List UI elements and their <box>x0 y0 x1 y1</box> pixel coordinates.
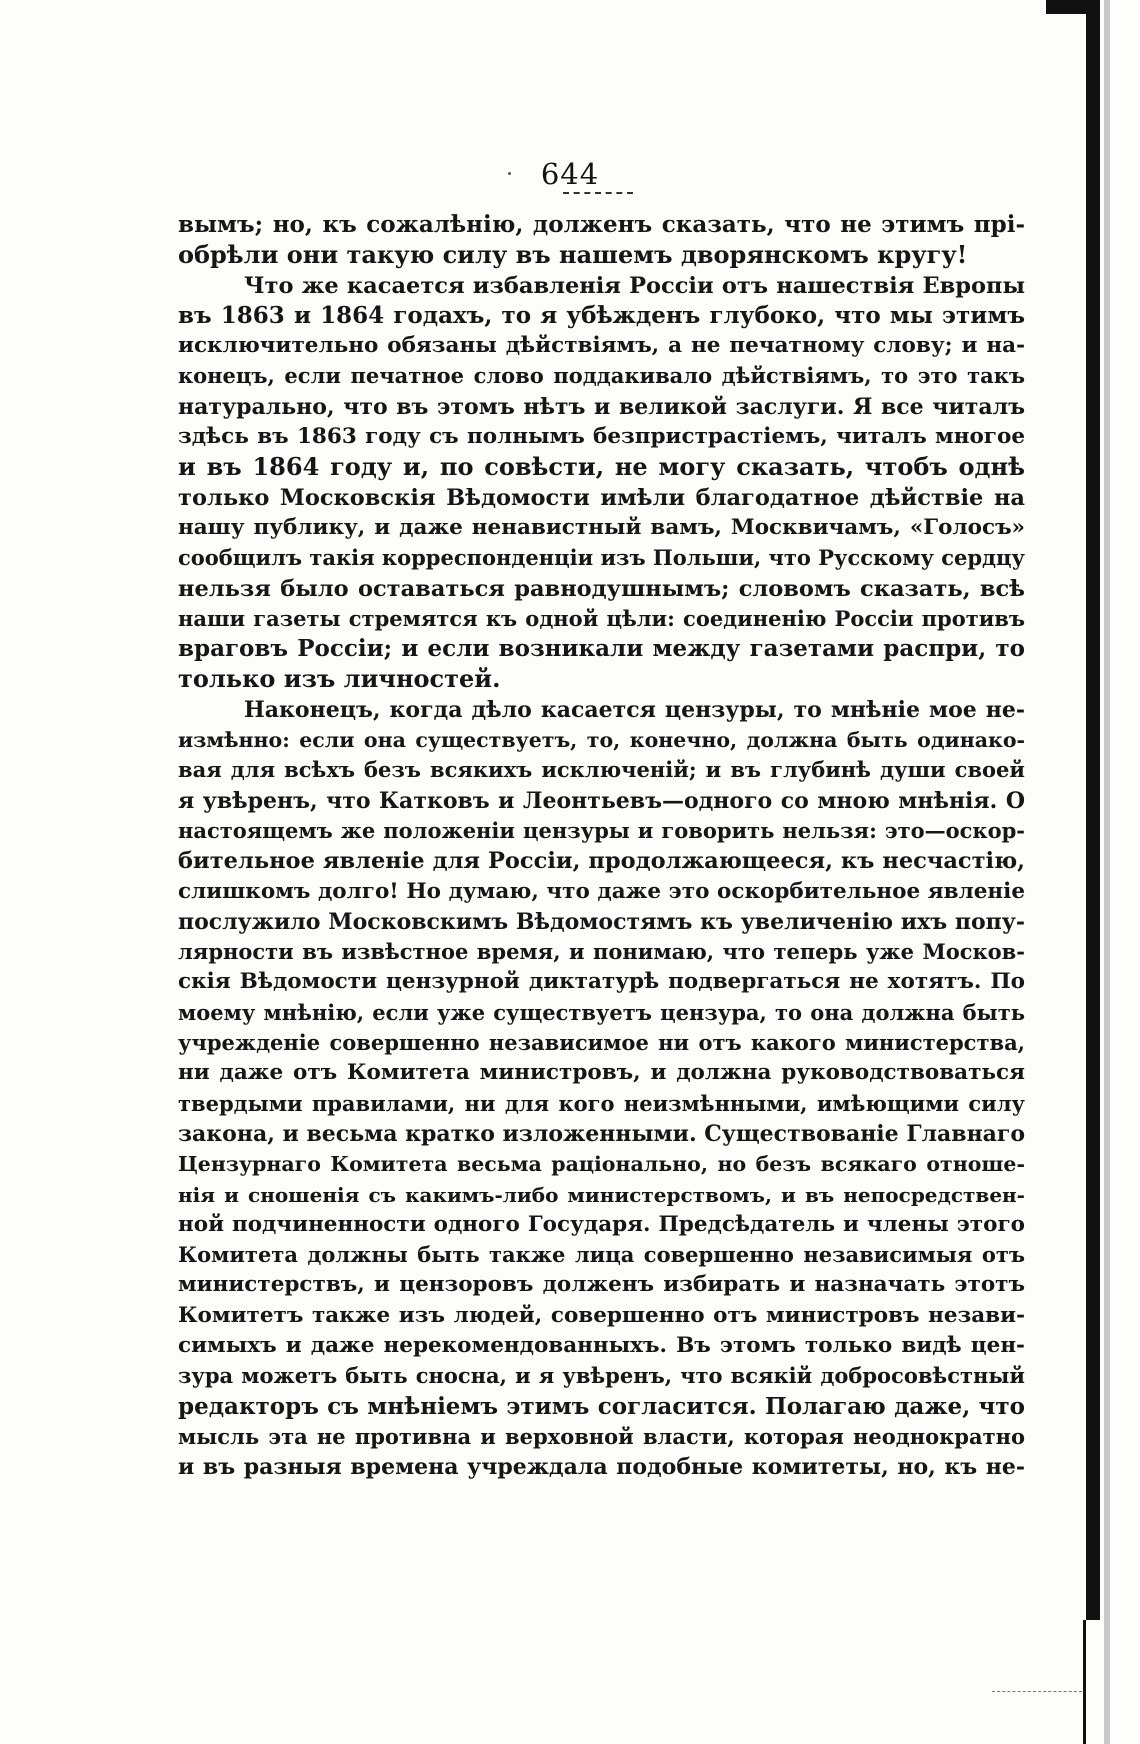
text-line: лярности въ извѣстное время, и понимаю, что теперь уже Москов- <box>178 939 1025 965</box>
text-line: послужило Московскимъ Вѣдомостямъ къ увеличенію ихъ попу- <box>178 908 1025 935</box>
text-line: вымъ; но, къ сожалѣнію, долженъ сказать, что не этимъ прі- <box>178 211 1025 238</box>
text-line: обрѣли они такую силу въ нашемъ дворянскомъ кругу! <box>178 240 968 270</box>
text-line: твердыми правилами, ни для кого неизмѣнными, имѣющими силу <box>178 1090 1025 1116</box>
text-line: наши газеты стремятся къ одной цѣли: соединенію Россіи противъ <box>178 605 1025 631</box>
text-line: и въ разныя времена учреждала подобные комитеты, но, къ не- <box>178 1454 1025 1481</box>
text-line: измѣнно: если она существуетъ, то, конечно, должна быть одинако- <box>178 728 1025 753</box>
text-line: нія и сношенія съ какимъ-либо министерствомъ, и въ непосредствен- <box>178 1182 1025 1207</box>
page-number: 644 <box>540 157 600 191</box>
text-line: только изъ личностей. <box>178 664 501 694</box>
text-line: нельзя было оставаться равнодушнымъ; словомъ сказать, всѣ <box>178 575 1025 602</box>
text-line: министерствъ, и цензоровъ долженъ избирать и назначать этотъ <box>178 1272 1025 1298</box>
page-edge-shadow <box>1104 0 1110 1744</box>
page-number-rule <box>563 192 633 194</box>
text-line: Цензурнаго Комитета весьма раціонально, но безъ всякаго отноше- <box>178 1152 1025 1177</box>
text-line: здѣсь въ 1863 году съ полнымъ безпристрастіемъ, читалъ многое <box>178 424 1025 450</box>
text-line: настоящемъ же положеніи цензуры и говорить нельзя: это—оскор- <box>178 817 1025 843</box>
text-line: слишкомъ долго! Но думаю, что даже это оскорбительное явленіе <box>178 878 1025 904</box>
text-line: моему мнѣнію, если уже существуетъ цензура, то она должна быть <box>178 999 1025 1025</box>
text-line: натурально, что въ этомъ нѣтъ и великой заслуги. Я все читалъ <box>178 393 1025 420</box>
text-line: враговъ Россіи; и если возникали между газетами распри, то <box>178 635 1025 663</box>
text-line: вая для всѣхъ безъ всякихъ исключеній; и въ глубинѣ души своей <box>178 757 1025 783</box>
text-line: зура можетъ быть сносна, и я увѣренъ, что всякій добросовѣстный <box>178 1363 1025 1389</box>
text-line: скія Вѣдомости цензурной диктатурѣ подвергаться не хотятъ. По <box>178 969 1025 995</box>
text-line: Что же касается избавленія Россіи отъ нашествія Европы <box>244 272 1025 299</box>
text-line: въ 1863 и 1864 годахъ, то я убѣжденъ глубоко, что мы этимъ <box>178 301 1025 329</box>
text-line: я увѣренъ, что Катковъ и Леонтьевъ—одного со мною мнѣнія. О <box>178 787 1025 814</box>
text-line: мысль эта не противна и верховной власти, которая неоднократно <box>178 1423 1025 1449</box>
text-line: Комитета должны быть также лица совершенно независимыя отъ <box>178 1242 1025 1268</box>
book-spine-gap <box>1083 1620 1100 1744</box>
book-spine-edge <box>1086 0 1100 1744</box>
text-line: ни даже отъ Комитета министровъ, и должна руководствоваться <box>178 1060 1025 1086</box>
text-line: исключительно обязаны дѣйствіямъ, а не печатному слову; и на- <box>178 333 1025 359</box>
text-line: только Московскія Вѣдомости имѣли благодатное дѣйствіе на <box>178 484 1025 511</box>
text-line: бительное явленіе для Россіи, продолжающееся, къ несчастію, <box>178 848 1025 875</box>
text-line: нашу публику, и даже ненавистный вамъ, Москвичамъ, «Голосъ» <box>178 514 1025 540</box>
text-line: симыхъ и даже нерекомендованныхъ. Въ этомъ только видѣ цен- <box>178 1332 1025 1358</box>
text-line: учрежденіе совершенно независимое ни отъ какого министерства, <box>178 1030 1025 1056</box>
body-text <box>178 210 1025 1482</box>
text-line: конецъ, если печатное слово поддакивало дѣйствіямъ, то это такъ <box>178 363 1025 389</box>
text-line: сообщилъ такія корреспонденціи изъ Польши, что Русскому сердцу <box>178 545 1025 571</box>
text-line: закона, и весьма кратко изложенными. Существованіе Главнаго <box>178 1120 1025 1147</box>
scan-artifact-dash <box>992 1691 1082 1692</box>
text-line: редакторъ съ мнѣніемъ этимъ согласится. Полагаю даже, что <box>178 1392 1025 1420</box>
book-spine-corner <box>1046 0 1086 14</box>
text-line: и въ 1864 году и, по совѣсти, не могу сказать, чтобъ однѣ <box>178 452 1025 482</box>
text-line: ной подчиненности одного Государя. Предсѣдатель и члены этого <box>178 1211 1025 1237</box>
text-line: Комитетъ также изъ людей, совершенно отъ министровъ незави- <box>178 1302 1025 1328</box>
text-line: Наконецъ, когда дѣло касается цензуры, то мнѣніе мое не- <box>244 696 1025 723</box>
